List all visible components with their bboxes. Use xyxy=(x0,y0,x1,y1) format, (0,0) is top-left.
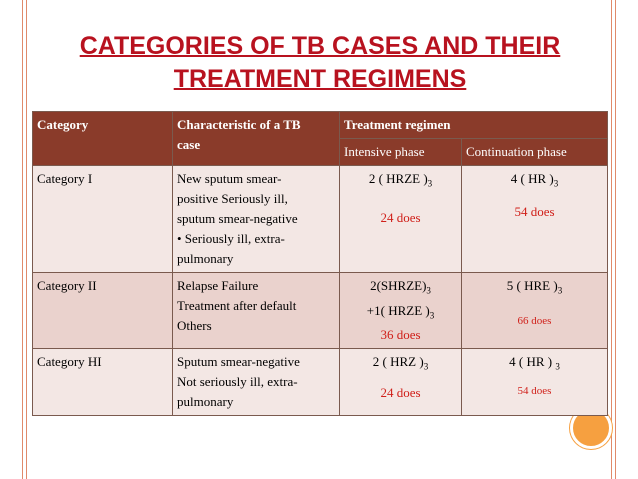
header-treatment-regimen: Treatment regimen xyxy=(340,112,608,139)
row-category: Category HI xyxy=(33,349,173,416)
continuation-doses: 54 does xyxy=(517,384,552,397)
header-intensive-phase: Intensive phase xyxy=(340,139,462,166)
regimen-subscript: 3 xyxy=(429,310,435,321)
left-border-line xyxy=(22,0,23,479)
regimen-subscript: 3 xyxy=(426,285,431,296)
row-continuation xyxy=(462,349,608,416)
row-characteristic xyxy=(173,349,340,416)
continuation-doses: 54 does xyxy=(514,203,555,219)
right-border-line xyxy=(615,0,616,479)
title-line-1: CATEGORIES OF TB CASES AND THEIR xyxy=(79,32,561,60)
regimen-text: 2 ( HRZE ) xyxy=(368,171,428,186)
header-category: Category xyxy=(33,112,173,166)
regimen-text: 2(SHRZE) xyxy=(370,278,427,293)
intensive-doses: 24 does xyxy=(380,384,421,400)
characteristic-line: • Seriously ill, extra- xyxy=(177,231,285,246)
regimen-subscript: 3 xyxy=(557,285,563,296)
left-border-line-inner xyxy=(26,0,27,479)
continuation-regimen xyxy=(466,169,603,194)
row-characteristic xyxy=(173,273,340,349)
continuation-regimen xyxy=(466,352,603,377)
row-intensive xyxy=(340,349,462,416)
intensive-regimen xyxy=(344,276,457,301)
characteristic-line: Treatment after default xyxy=(177,298,297,313)
table-row xyxy=(33,273,608,349)
table-row xyxy=(33,166,608,273)
regimen-subscript: 3 xyxy=(423,361,429,372)
title-line-2: TREATMENT REGIMENS xyxy=(173,65,467,93)
header-characteristic-line-2: case xyxy=(177,137,201,152)
characteristic-line: Not seriously ill, extra- xyxy=(177,374,298,390)
intensive-regimen xyxy=(344,169,457,194)
characteristic-line: pulmonary xyxy=(177,251,234,266)
characteristic-line: Sputum smear-negative xyxy=(177,354,300,370)
row-continuation xyxy=(462,166,608,273)
row-category: Category I xyxy=(33,166,173,273)
regimen-subscript: 3 xyxy=(555,361,560,372)
header-continuation-phase: Continuation phase xyxy=(462,139,608,166)
right-border-line-inner xyxy=(611,0,612,479)
intensive-doses: 36 does xyxy=(380,327,421,343)
intensive-regimen xyxy=(344,352,457,377)
characteristic-line: positive Seriously ill, xyxy=(177,191,288,206)
intensive-regimen-2 xyxy=(344,301,457,326)
regimen-text: 4 ( HR ) xyxy=(510,171,554,186)
regimen-text: 2 ( HRZ ) xyxy=(372,354,424,370)
regimen-subscript: 3 xyxy=(553,178,559,189)
row-intensive xyxy=(340,166,462,273)
header-characteristic-line-1: Characteristic of a TB xyxy=(177,117,301,132)
characteristic-line: New sputum smear- xyxy=(177,171,282,186)
row-continuation xyxy=(462,273,608,349)
row-intensive xyxy=(340,273,462,349)
tb-categories-table xyxy=(32,111,608,416)
intensive-doses: 24 does xyxy=(380,209,421,225)
row-characteristic xyxy=(173,166,340,273)
continuation-doses: 66 does xyxy=(517,314,552,327)
regimen-subscript: 3 xyxy=(427,178,433,189)
regimen-text: +1( HRZE ) xyxy=(366,302,430,318)
regimen-text: 4 ( HR ) xyxy=(509,354,556,370)
characteristic-line: Relapse Failure xyxy=(177,278,259,293)
row-category: Category II xyxy=(33,273,173,349)
continuation-regimen xyxy=(466,276,603,301)
slide-title xyxy=(30,30,610,96)
characteristic-line: sputum smear-negative xyxy=(177,211,298,226)
header-characteristic xyxy=(173,112,340,166)
regimen-text: 5 ( HRE ) xyxy=(506,278,558,293)
characteristic-line: pulmonary xyxy=(177,394,234,410)
table-row xyxy=(33,349,608,416)
characteristic-line: Others xyxy=(177,318,212,333)
